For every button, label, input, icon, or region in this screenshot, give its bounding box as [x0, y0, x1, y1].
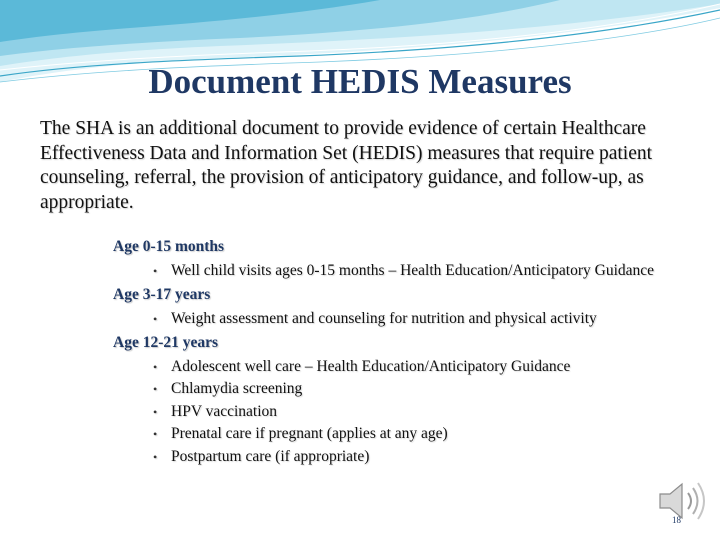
measures-list	[113, 235, 693, 469]
list-item: • Postpartum care (if appropriate)	[153, 447, 370, 465]
list-item: • HPV vaccination	[153, 402, 278, 420]
section-heading: Age 3-17 years	[113, 286, 211, 303]
list-item: • Prenatal care if pregnant (applies at any age)	[153, 425, 448, 442]
bullet-dot: •	[153, 311, 158, 326]
section-age-0-15-months	[113, 235, 693, 281]
section-age-12-21-years	[113, 331, 693, 467]
list-item: • Well child visits ages 0-15 months – Health Education/Anticipatory Guidance	[153, 261, 655, 279]
slide-title: Document HEDIS Measures	[148, 62, 572, 101]
page-number: 18	[672, 515, 681, 525]
speaker-icon[interactable]	[656, 478, 712, 524]
bullet-dot: •	[153, 263, 158, 278]
section-age-3-17-years	[113, 283, 693, 329]
list-item: • Chlamydia screening	[153, 380, 303, 397]
bullet-dot: •	[153, 449, 158, 464]
list-item: • Weight assessment and counseling for nutrition and physical activity	[153, 309, 597, 327]
list-item: • Adolescent well care – Health Education/Anticipatory Guidance	[153, 357, 571, 375]
section-heading: Age 0-15 months	[113, 238, 225, 255]
bullet-dot: •	[153, 382, 158, 396]
bullet-dot: •	[153, 427, 158, 441]
bullet-dot: •	[153, 359, 158, 374]
intro-paragraph: The SHA is an additional document to provide evidence of certain Healthcare Effectiveness Data and Information Set (HEDIS) measures that require patient counseling, referral, the provision of anticipatory guidance, and follow-up, as appropriate.	[40, 118, 653, 213]
section-heading: Age 12-21 years	[113, 334, 219, 351]
bullet-dot: •	[153, 404, 158, 419]
